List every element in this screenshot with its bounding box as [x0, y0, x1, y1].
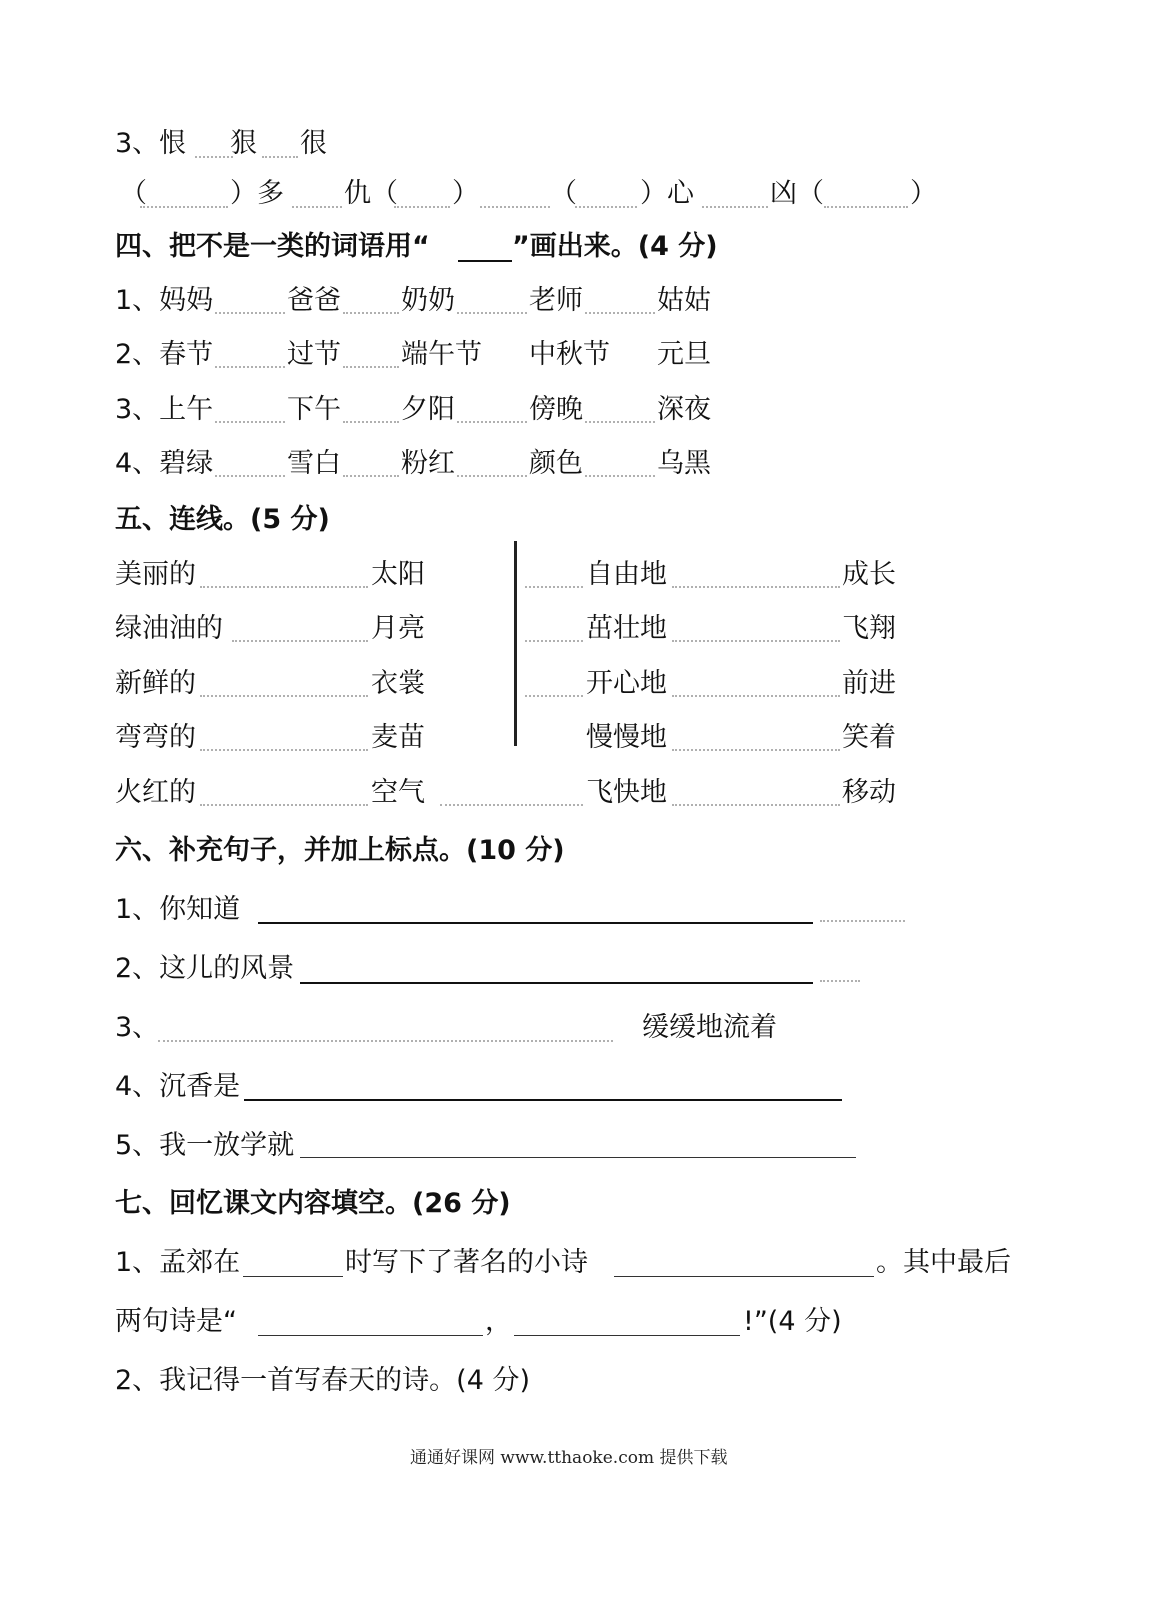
sec7-heading: 七、回忆课文内容填空。(26 分) [115, 1188, 511, 1219]
sec6-item-3: 3、 [115, 1012, 160, 1043]
dot-leader [672, 749, 840, 751]
q3-paren-close-3: ）心 [640, 178, 694, 209]
sec5-right-verb-3[interactable]: 前进 [842, 668, 896, 699]
dot-leader [215, 475, 285, 477]
dot-leader [195, 156, 233, 158]
sec4-heading-end: ”画出来。(4 分) [512, 231, 718, 262]
sec6-heading: 六、补充句子，并加上标点。(10 分) [115, 835, 565, 866]
sec4-row3-word3[interactable]: 夕阳 [401, 394, 455, 425]
q3-blank-1[interactable] [140, 206, 228, 208]
dot-leader [672, 695, 840, 697]
sec4-row1-word1[interactable]: 1、妈妈 [115, 285, 214, 316]
sec5-left-adj-2[interactable]: 绿油油的 [115, 613, 223, 644]
sec7-q1-blank-poem[interactable] [614, 1276, 874, 1277]
sec6-item-5: 5、我一放学就 [115, 1130, 295, 1161]
sec5-right-verb-2[interactable]: 飞翔 [842, 613, 896, 644]
sec4-row1-word5[interactable]: 姑姑 [657, 285, 711, 316]
sec5-right-adv-3[interactable]: 开心地 [586, 668, 667, 699]
dot-leader [480, 206, 550, 208]
q3-paren-close-2: ） [452, 178, 479, 209]
q3-word-2: 狠 [230, 128, 257, 159]
sec5-left-noun-4[interactable]: 麦苗 [371, 722, 425, 753]
q3-blank-4[interactable] [824, 206, 908, 208]
q3-paren-close-4: ） [910, 178, 937, 209]
dot-leader [200, 586, 368, 588]
dot-leader [200, 695, 368, 697]
dot-leader [215, 312, 285, 314]
sec5-right-adv-2[interactable]: 茁壮地 [586, 613, 667, 644]
sec4-row4-word4[interactable]: 颜色 [529, 448, 583, 479]
sec5-right-verb-4[interactable]: 笑着 [842, 722, 896, 753]
sec4-row1-word2[interactable]: 爸爸 [287, 285, 341, 316]
dot-leader [672, 640, 840, 642]
sec4-row4-word2[interactable]: 雪白 [287, 448, 341, 479]
sec5-left-adj-4[interactable]: 弯弯的 [115, 722, 196, 753]
sec5-right-adv-4[interactable]: 慢慢地 [586, 722, 667, 753]
sec4-row4-word3[interactable]: 粉红 [401, 448, 455, 479]
dot-leader [820, 980, 860, 982]
q3-paren-close-1: ）多 [230, 178, 284, 209]
dot-leader [585, 421, 655, 423]
sec6-item-1: 1、你知道 [115, 894, 241, 925]
sec4-row1-word4[interactable]: 老师 [529, 285, 583, 316]
dot-leader [200, 804, 368, 806]
sec4-row3-word4[interactable]: 傍晚 [529, 394, 583, 425]
sec6-answer-line-2[interactable] [300, 982, 813, 984]
q3-paren-open-2: 仇（ [344, 178, 398, 209]
sec4-row2-word2[interactable]: 过节 [287, 339, 341, 370]
dot-leader [343, 312, 399, 314]
dot-leader [585, 312, 655, 314]
dot-leader [525, 640, 583, 642]
sec5-left-noun-5[interactable]: 空气 [371, 777, 425, 808]
sec4-row2-word4[interactable]: 中秋节 [529, 339, 610, 370]
dot-leader [525, 586, 583, 588]
sec7-q1-blank-time[interactable] [243, 1276, 343, 1277]
dot-leader [232, 640, 368, 642]
sec4-row3-word2[interactable]: 下午 [287, 394, 341, 425]
sec5-right-adv-5[interactable]: 飞快地 [586, 777, 667, 808]
sec4-row3-word5[interactable]: 深夜 [657, 394, 711, 425]
sec5-heading: 五、连线。(5 分) [115, 504, 330, 535]
sec7-q1-start: 1、孟郊在 [115, 1247, 241, 1278]
sec5-left-noun-3[interactable]: 衣裳 [371, 668, 425, 699]
sec4-row1-word3[interactable]: 奶奶 [401, 285, 455, 316]
dot-leader [585, 475, 655, 477]
sec6-item-2: 2、这儿的风景 [115, 953, 295, 984]
sec4-row2-word5[interactable]: 元旦 [657, 339, 711, 370]
dot-leader [457, 475, 527, 477]
q3-blank-2[interactable] [394, 206, 450, 208]
q3-word-3: 很 [300, 128, 327, 159]
sec6-answer-line-1[interactable] [258, 922, 813, 924]
sec4-row3-word1[interactable]: 3、上午 [115, 394, 214, 425]
dot-leader [292, 206, 342, 208]
sec7-q1-line2-end: !”(4 分) [743, 1306, 842, 1337]
sec6-item-4: 4、沉香是 [115, 1071, 241, 1102]
sec7-q1-comma: ， [485, 1306, 512, 1337]
dot-leader [702, 206, 768, 208]
sec6-answer-line-4[interactable] [244, 1099, 842, 1101]
dot-leader [672, 586, 840, 588]
sec5-right-adv-1[interactable]: 自由地 [586, 559, 667, 590]
sec5-left-adj-3[interactable]: 新鲜的 [115, 668, 196, 699]
dot-leader [820, 920, 905, 922]
sec5-divider [514, 541, 517, 746]
dot-leader [457, 421, 527, 423]
sec6-item-3-tail: 缓缓地流着 [642, 1012, 777, 1043]
sec7-q1-middle: 时写下了著名的小诗 [345, 1247, 588, 1278]
q3-blank-3[interactable] [575, 206, 637, 208]
dot-leader [262, 156, 298, 158]
page-footer: 通通好课网 www.tthaoke.com 提供下载 [410, 1448, 728, 1468]
q3-paren-open-1: （ [120, 178, 147, 209]
q3-paren-open-4: 凶（ [770, 178, 824, 209]
q3-label: 3、恨 [115, 128, 187, 159]
dot-leader [457, 312, 527, 314]
sec5-left-noun-1[interactable]: 太阳 [371, 559, 425, 590]
sec4-row4-word5[interactable]: 乌黑 [657, 448, 711, 479]
dot-leader [343, 475, 399, 477]
sec5-left-noun-2[interactable]: 月亮 [371, 613, 425, 644]
sec7-q1-end: 。其中最后 [876, 1247, 1011, 1278]
sec5-left-adj-1[interactable]: 美丽的 [115, 559, 196, 590]
sec7-q1-blank-line1[interactable] [258, 1335, 483, 1336]
sec5-right-verb-5[interactable]: 移动 [842, 777, 896, 808]
dot-leader [343, 366, 399, 368]
sec4-heading-underline-sample [458, 260, 512, 262]
dot-leader [215, 366, 285, 368]
q3-paren-open-3: （ [550, 178, 577, 209]
sec6-answer-line-5[interactable] [300, 1157, 856, 1158]
sec7-q1-line2-start: 两句诗是“ [115, 1306, 237, 1337]
dot-leader [440, 804, 583, 806]
sec7-q1-blank-line2[interactable] [514, 1335, 740, 1336]
dot-leader [200, 749, 368, 751]
dot-leader [672, 804, 840, 806]
sec4-row4-word1[interactable]: 4、碧绿 [115, 448, 214, 479]
sec7-q2: 2、我记得一首写春天的诗。(4 分) [115, 1365, 531, 1396]
dot-leader [215, 421, 285, 423]
sec5-left-adj-5[interactable]: 火红的 [115, 777, 196, 808]
sec6-answer-line-3[interactable] [158, 1040, 613, 1042]
sec5-right-verb-1[interactable]: 成长 [842, 559, 896, 590]
sec4-heading-start: 四、把不是一类的词语用“ [115, 231, 430, 262]
sec4-row2-word3[interactable]: 端午节 [401, 339, 482, 370]
dot-leader [525, 695, 583, 697]
dot-leader [343, 421, 399, 423]
sec4-row2-word1[interactable]: 2、春节 [115, 339, 214, 370]
